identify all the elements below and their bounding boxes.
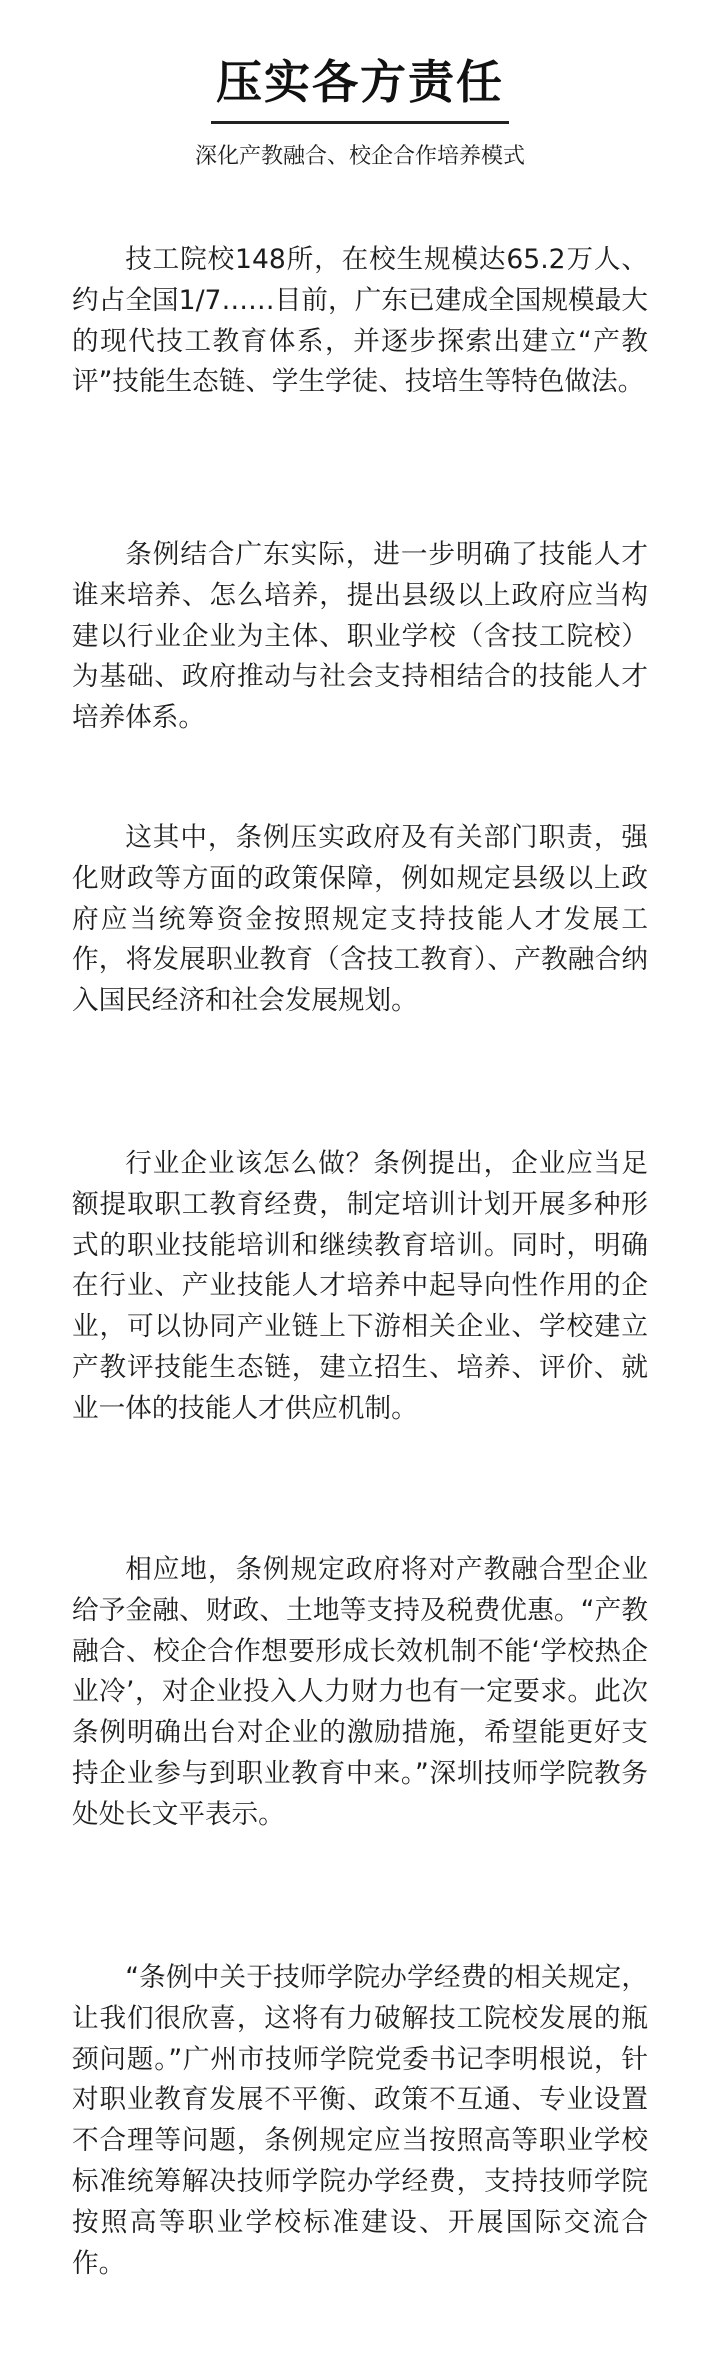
paragraph-3: 这其中，条例压实政府及有关部门职责，强化财政等方面的政策保障，例如规定县级以上政府应当统筹资金按照规定支持技能人才发展工作，将发展职业教育（含技工教育）、产教融合纳入国民经济和社会发展规划。 — [72, 822, 648, 1017]
paragraph-4: 行业企业该怎么做？条例提出，企业应当足额提取职工教育经费，制定培训计划开展多种形式的职业技能培训和继续教育培训。同时，明确在行业、产业技能人才培养中起导向性作用的企业，可以协同产业链上下游相关企业、学校建立产教评技能生态链，建立招生、培养、评价、就业一体的技能人才供应机制。 — [72, 1148, 648, 1424]
title-underline — [211, 121, 509, 124]
paragraph-1: 技工院校148所，在校生规模达65.2万人、约占全国1/7……目前，广东已建成全国规模最大的现代技工教育体系，并逐步探索出建立“产教评”技能生态链、学生学徒、技培生等特色做法。 — [72, 244, 648, 398]
page-title: 压实各方责任 — [216, 55, 504, 109]
section-subtitle: 深化产教融合、校企合作培养模式 — [194, 144, 525, 169]
paragraph-6: “条例中关于技师学院办学经费的相关规定，让我们很欣喜，这将有力破解技工院校发展的瓶颈问题。”广州市技师学院党委书记李明根说，针对职业教育发展不平衡、政策不互通、专业设置不合理等问题，条例规定应当按照高等职业学校标准统筹解决技师学院办学经费，支持技师学院按照高等职业学校标准建设、开展国际交流合作。 — [72, 1962, 648, 2279]
paragraph-2: 条例结合广东实际，进一步明确了技能人才谁来培养、怎么培养，提出县级以上政府应当构建以行业企业为主体、职业学校（含技工院校）为基础、政府推动与社会支持相结合的技能人才培养体系。 — [72, 539, 648, 734]
paragraph-5: 相应地，条例规定政府将对产教融合型企业给予金融、财政、土地等支持及税费优惠。“产教融合、校企合作想要形成长效机制不能‘学校热企业冷’，对企业投入人力财力也有一定要求。此次条例明确出台对企业的激励措施，希望能更好支持企业参与到职业教育中来。”深圳技师学院教务处处长文平表示。 — [72, 1554, 648, 1830]
